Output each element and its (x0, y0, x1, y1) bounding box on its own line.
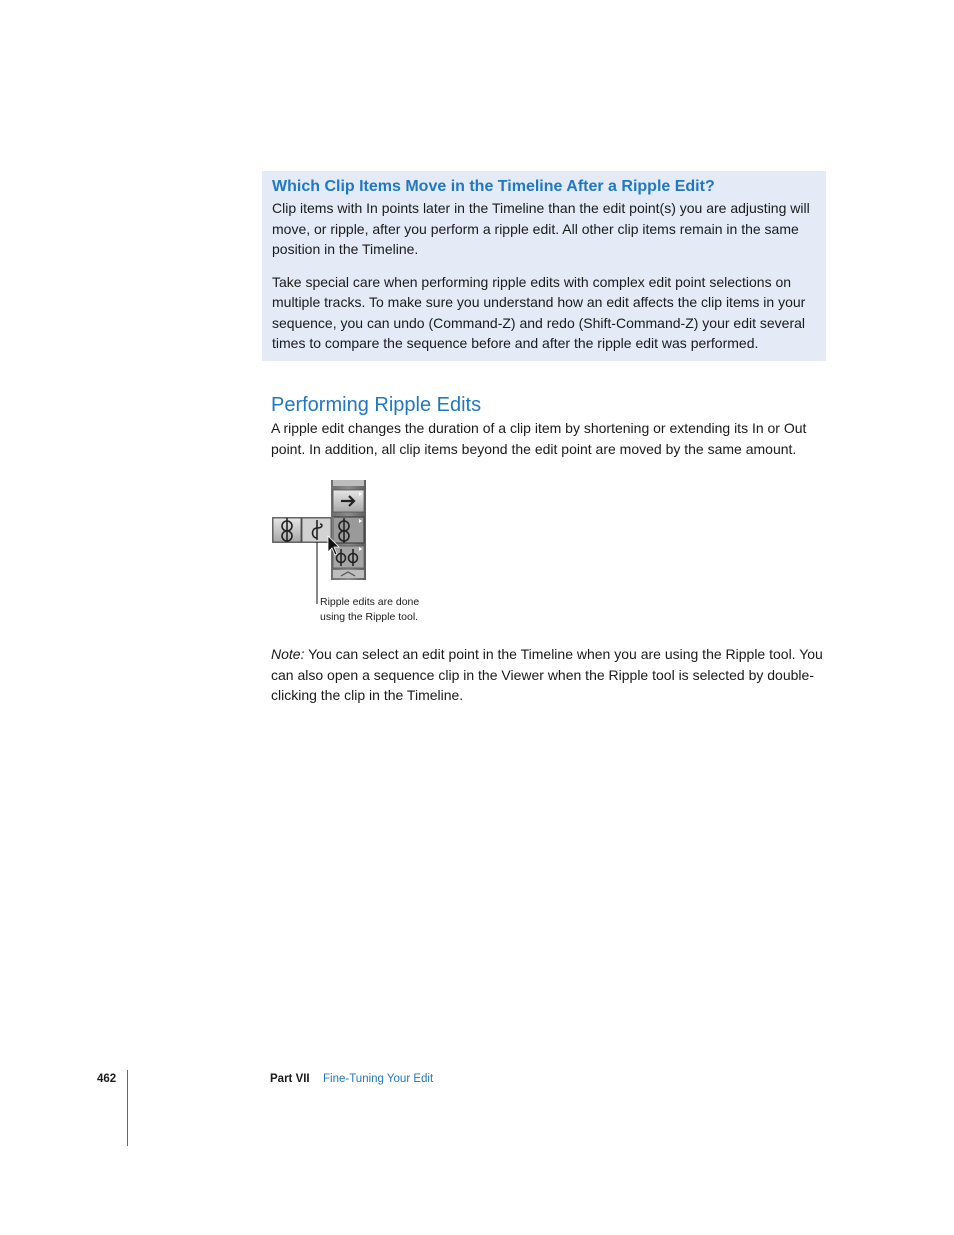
note-paragraph (271, 644, 831, 706)
page-number: 462 (97, 1073, 117, 1085)
section-title: Performing Ripple Edits (271, 394, 482, 416)
note-body: You can select an edit point in the Timeline when you are using the Ripple tool. You can also open a sequence clip in the Viewer when the Ripple tool is selected by double-clicking the clip in the Timeline. (271, 646, 823, 703)
slip-tool-icon (333, 546, 364, 568)
tool-palette-column (331, 480, 366, 580)
roll-tool-icon (273, 518, 301, 542)
caption-line-1: Ripple edits are done (320, 596, 420, 608)
section-intro: A ripple edit changes the duration of a clip item by shortening or extending its In or Out point. In addition, all clip items beyond the edit point are moved by the same amount. (271, 420, 807, 457)
figure-caption (320, 595, 419, 625)
note-label: Note: (271, 646, 305, 662)
sidebar-title: Which Clip Items Move in the Timeline After a Ripple Edit? (272, 178, 715, 195)
caption-line-2: using the Ripple tool. (320, 611, 419, 623)
select-tool-icon (333, 490, 364, 512)
sidebar-paragraph-2: Take special care when performing ripple edits with complex edit point selections on multiple tracks. To make sure you understand how an edit affects the clip items in your sequence, you can undo (Command-Z) and redo (Shift-Command-Z) your edit several times to compare the sequence before and after the ripple edit was performed. (272, 273, 806, 351)
footer-chapter-link[interactable]: Fine-Tuning Your Edit (323, 1073, 434, 1085)
footer-part: Part VII (270, 1073, 310, 1085)
sidebar-paragraph-1: Clip items with In points later in the Timeline than the edit point(s) you are adjusting will move, or ripple, after you perform a ripple edit. All other clip items remain in the same position in the Timeline. (272, 200, 810, 257)
tool-flyout-row (272, 517, 334, 543)
roll-tool-column-icon (333, 517, 364, 543)
footer-divider (127, 1070, 128, 1146)
sidebar-box (262, 171, 826, 361)
ripple-tool-icon (302, 518, 331, 542)
